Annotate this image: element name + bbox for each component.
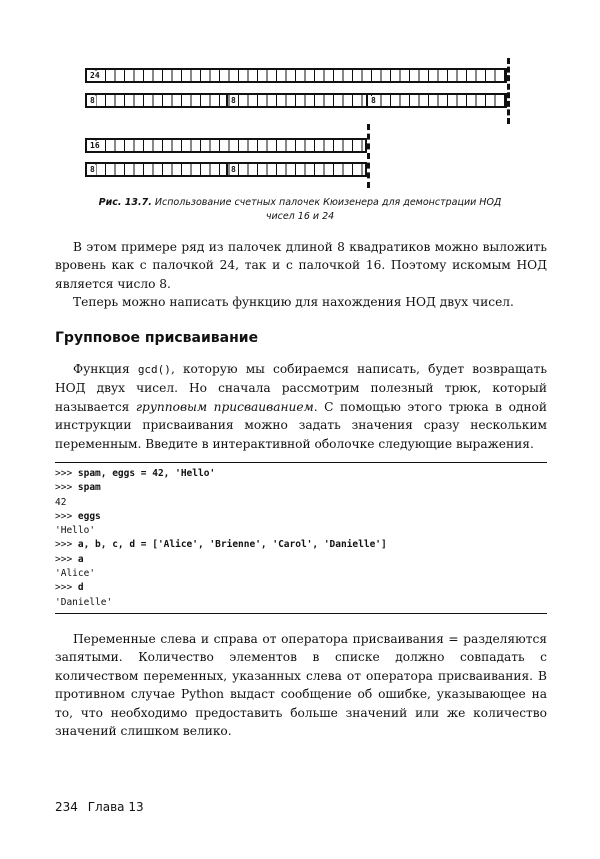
rod-label: 8 — [90, 96, 95, 105]
rod-divider — [366, 95, 368, 106]
code-line — [55, 510, 387, 524]
alignment-mark — [367, 124, 373, 188]
code-text: a, b, c, d = ['Alice', 'Brienne', 'Carol', 'Danielle'] — [77, 539, 387, 551]
code-line — [55, 496, 387, 510]
rod-label: 8 — [90, 165, 95, 174]
rod-8-row — [85, 162, 367, 177]
code-text: 'Alice' — [55, 568, 96, 580]
paragraph-text: Переменные слева и справа от оператора присваивания = разделяются запятыми. Количество элементов в списке должно совпадать с количеством переменных, указанных слева от оператора присваивания. В противном случае Python выдаст сообщение об ошибке, указывающее на то, что необходимо предоставить больше значений или же количество значений слишком велико. — [55, 632, 547, 739]
chapter-label: Глава 13 — [87, 800, 144, 814]
code-line — [55, 596, 387, 610]
code-listing — [55, 467, 387, 610]
rod-divider — [226, 95, 228, 106]
code-text: eggs — [77, 510, 101, 522]
alignment-mark — [507, 58, 513, 124]
rod-8-row — [85, 93, 507, 108]
code-line — [55, 538, 387, 552]
code-prompt: >>> — [55, 482, 78, 494]
paragraph-text: Теперь можно написать функцию для нахождения НОД двух чисел. — [73, 295, 514, 309]
rod-label: 24 — [90, 71, 100, 80]
paragraph-text: . С помощью этого трюка в одной инструкции присваивания можно задать значения сразу нескольким переменным. Введите в интерактивной оболочке следующие выражения. — [55, 399, 547, 451]
code-prompt: >>> — [55, 582, 78, 594]
code-line — [55, 567, 387, 581]
code-prompt: >>> — [55, 539, 78, 551]
paragraph — [55, 360, 547, 453]
code-text: d — [77, 582, 84, 594]
rod-divider — [226, 164, 228, 175]
paragraph-text: , которую мы собираемся написать, будет возвращать НОД двух чисел. Но сначала рассмотрим полезный трюк, который называется — [55, 362, 547, 414]
cuisenaire-rods-figure — [85, 58, 515, 188]
paragraph — [55, 293, 547, 311]
code-text: 'Danielle' — [55, 596, 113, 608]
code-text: 'Hello' — [55, 525, 96, 537]
code-line — [55, 524, 387, 538]
paragraph — [55, 630, 547, 740]
code-line — [55, 581, 387, 595]
rod-label: 16 — [90, 141, 100, 150]
section-heading: Групповое присваивание — [55, 330, 259, 346]
code-bottom-rule — [55, 613, 547, 614]
code-top-rule — [55, 462, 547, 463]
rod-label: 8 — [231, 96, 236, 105]
code-line — [55, 553, 387, 567]
emphasis-term: групповым присваиванием — [135, 399, 314, 414]
code-text: 42 — [55, 496, 67, 508]
code-prompt: >>> — [55, 553, 78, 565]
code-text: spam — [77, 482, 101, 494]
code-text: a — [77, 553, 84, 565]
page-number: 234 — [55, 800, 78, 814]
figure-caption-text: Использование счетных палочек Кюизенера для демонстрации НОД чисел 16 и 24 — [154, 197, 502, 222]
figure-number: Рис. 13.7. — [98, 197, 152, 208]
code-line — [55, 481, 387, 495]
code-line — [55, 467, 387, 481]
figure-caption — [90, 196, 510, 224]
inline-code: gcd() — [137, 363, 171, 376]
rod-label: 8 — [371, 96, 376, 105]
page-footer — [55, 800, 144, 814]
code-prompt: >>> — [55, 510, 78, 522]
rod-16 — [85, 138, 367, 153]
paragraph — [55, 238, 547, 293]
code-prompt: >>> — [55, 468, 78, 479]
paragraph-text: В этом примере ряд из палочек длиной 8 квадратиков можно выложить вровень как с палочкой 24, так и с палочкой 16. Поэтому искомым НОД является число 8. — [55, 240, 547, 291]
rod-24 — [85, 68, 507, 83]
code-text: spam, eggs = 42, 'Hello' — [77, 468, 216, 479]
paragraph-text: Функция — [73, 362, 138, 376]
rod-label: 8 — [231, 165, 236, 174]
